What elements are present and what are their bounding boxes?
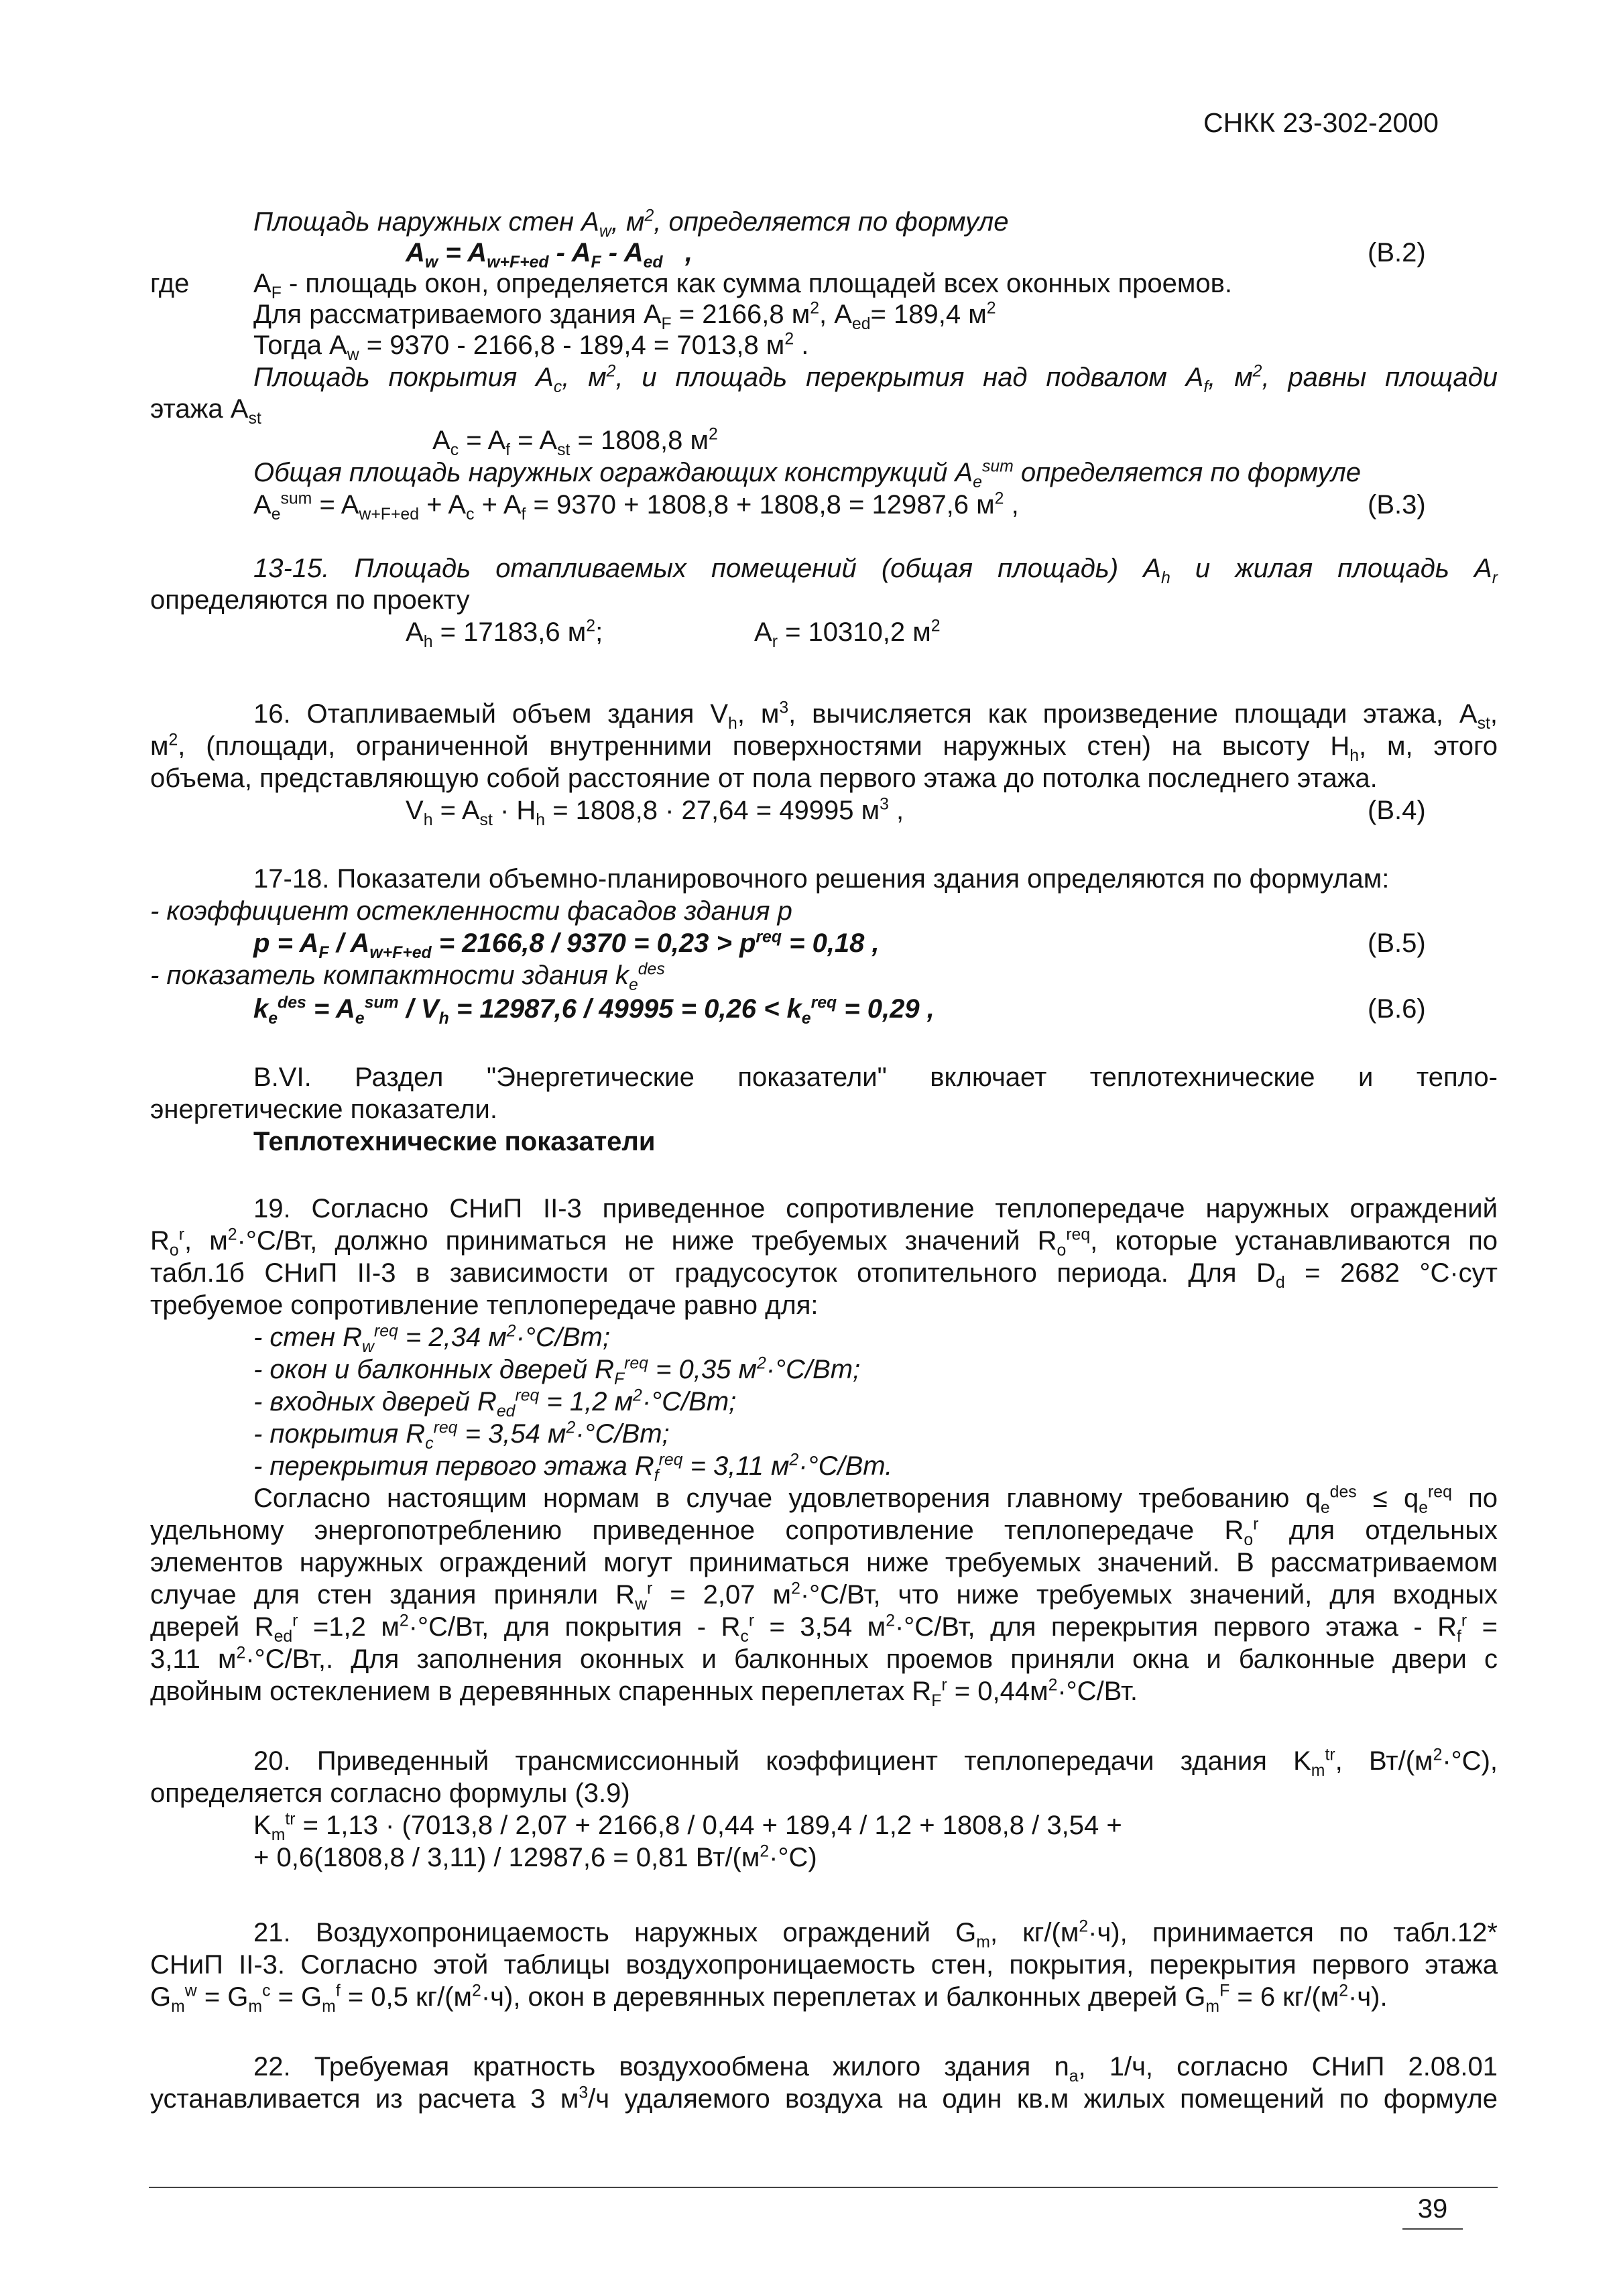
text-line: 21. Воздухопроницаемость наружных ограждений $G_m$, $кг/(м^2\cdot ч)$, принимается по табл.12* xyxy=(253,1917,1498,1951)
text-line: случае для стен здания приняли $R_w^r = 2,07$ $м^2\cdot^\circ С/Вт$, что ниже требуемых значений, для входных xyxy=(150,1579,1498,1614)
text-line: где xyxy=(150,269,190,298)
formula: $K_m^{tr} = 1,13 \cdot (7013,8 / 2,07 + 2166,8 / 0,44 + 189,4 / 1,2 + 1808,8 / 3,54$ + xyxy=(253,1810,1122,1844)
text-line: 13-15. Площадь отапливаемых помещений (общая площадь) $A_h$ и жилая площадь $A_r$ xyxy=(253,554,1498,587)
formula: $k_e^{des} = A_e^{sum} / V_h = 12987,6 / 49995 = 0,26 < k_e^{req} = 0,29$ , xyxy=(253,993,935,1028)
text-line: Площадь покрытия $A_c$, $м^2$, и площадь перекрытия над подвалом $A_f$, $м^2$, равны площади xyxy=(253,362,1498,396)
list-item: - окон и балконных дверей $R_F^{req} = 0,35$ $м^2\cdot^\circ С/Вт$; xyxy=(253,1354,861,1388)
formula: + 0,6(1808,8 / 3,11) / 12987,6 = 0,81 $Вт/(м^2\cdot^\circ С)$ xyxy=(253,1842,817,1872)
page-number: 39 xyxy=(1417,2194,1448,2224)
text-line: Тогда $A_w = 9370 - 2166,8 - 189,4 = 7013,8$ $м^2$ . xyxy=(253,330,809,364)
text-line: 22. Требуемая кратность воздухообмена жилого здания $n_a$, 1/ч, согласно СНиП 2.08.01 xyxy=(253,2052,1498,2086)
formula: $p = A_F / A_{w+F+ed} = 2166,8 / 9370 = 0,23 > p^{req} = 0,18$ , xyxy=(253,928,880,962)
text-line: этажа $A_{st}$ xyxy=(150,394,261,428)
text-line: - коэффициент остекленности фасадов здания p xyxy=(150,896,792,926)
list-item: - входных дверей $R_{ed}^{req} = 1,2$ $м^2\cdot^\circ С/Вт$; xyxy=(253,1386,737,1421)
list-item: - стен $R_w^{req} = 2,34$ $м^2\cdot^\circ С/Вт$; xyxy=(253,1322,610,1356)
text-line: устанавливается из расчета 3 $м^3/ч$ удаляемого воздуха на один кв.м жилых помещений по формуле xyxy=(150,2083,1498,2114)
formula: $A_r = 10310,2$ $м^2$ xyxy=(754,617,941,651)
text-line: 3,11 $м^2\cdot^\circ С/Вт$,. Для заполнения оконных и балконных проемов приняли окна и балконные двери с xyxy=(150,1644,1498,1674)
text-line: 16. Отапливаемый объем здания $V_h$, $м^3$, вычисляется как произведение площади этажа, $A_{st}$, xyxy=(253,699,1498,733)
list-item: - перекрытия первого этажа $R_f^{req} = 3,11$ $м^2\cdot^\circ С/Вт$. xyxy=(253,1451,893,1485)
text-line: 20. Приведенный трансмиссионный коэффициент теплопередачи здания $K_m^{tr}$, $Вт/(м^2\cdot^\circ С)$, xyxy=(253,1746,1498,1780)
formula: $A_h = 17183,6$ $м^2$; xyxy=(406,617,603,651)
text-line: дверей $R_{ed}^r =1,2$ $м^2\cdot^\circ С/Вт$, для покрытия - $R_c^r = 3,54$ $м^2\cdot^\circ С/Вт$, для перекрытия первого этажа - $R_f^r$ = xyxy=(150,1612,1498,1646)
text-line: элементов наружных ограждений могут приниматься ниже требуемых значений. В рассматриваемом xyxy=(150,1548,1498,1577)
formula: $A_c = A_f = A_{st} = 1808,8$ $м^2$ xyxy=(432,425,718,459)
text-line: 17-18. Показатели объемно-планировочного решения здания определяются по формулам: xyxy=(253,864,1390,894)
list-item: - покрытия $R_c^{req} = 3,54$ $м^2\cdot^\circ С/Вт$; xyxy=(253,1418,670,1453)
text-line: Площадь наружных стен $A_w$, $м^2$, определяется по формуле xyxy=(253,206,1009,241)
equation-number: (В.3) xyxy=(1368,490,1426,520)
page-header-code: СНКК 23-302-2000 xyxy=(1203,107,1439,138)
section-heading: Теплотехнические показатели xyxy=(253,1127,656,1156)
text-line: определяются по проекту xyxy=(150,585,470,615)
text-line: определяется согласно формулы (3.9) xyxy=(150,1778,630,1808)
formula: $A_e^{sum} = A_{w+F+ed} + A_c + A_f = 9370 + 1808,8 + 1808,8 = 12987,6$ $м^2$ , xyxy=(253,489,1019,524)
text-line: табл.1б СНиП II-3 в зависимости от градусосуток отопительного периода. Для $D_d = 2682$ °С·сут xyxy=(150,1258,1498,1292)
text-line: двойным остеклением в деревянных спаренных переплетах $R_F^r = 0,44м^2\cdot^\circ С/Вт$. xyxy=(150,1676,1138,1710)
footer-rule xyxy=(149,2187,1498,2188)
text-line: $R_o^r$, $м^2\cdot^\circ С/Вт$, должно приниматься не ниже требуемых значений $R_o^{req}$, которые устанавливаются по xyxy=(150,1225,1498,1260)
text-line: $A_F$ - площадь окон, определяется как сумма площадей всех оконных проемов. xyxy=(253,269,1232,302)
text-line: Согласно настоящим нормам в случае удовлетворения главному требованию $q_e^{des} \le q_e^{req}$ по xyxy=(253,1483,1498,1517)
equation-number: (В.4) xyxy=(1368,796,1426,825)
equation-number: (В.6) xyxy=(1368,994,1426,1024)
text-line: удельному энергопотреблению приведенное сопротивление теплопередаче $R_o^r$ для отдельных xyxy=(150,1515,1498,1549)
text-line: Общая площадь наружных ограждающих конструкций $A_e^{sum}$ определяется по формуле xyxy=(253,457,1361,491)
equation-number: (В.5) xyxy=(1368,928,1426,958)
text-line: В.VI. Раздел "Энергетические показатели" включает теплотехнические и тепло- xyxy=(253,1063,1498,1092)
text-line: - показатель компактности здания $k_e^{des}$ xyxy=(150,960,665,994)
text-line: энергетические показатели. xyxy=(150,1095,497,1124)
text-line: СНиП II-3. Согласно этой таблицы воздухопроницаемость стен, покрытия, перекрытия первого этажа xyxy=(150,1950,1498,1980)
formula: $V_h = A_{st} \cdot H_h = 1808,8 \cdot 27,64 = 49995$ $м^3$ , xyxy=(406,795,904,829)
text-line: Для рассматриваемого здания $A_F = 2166,8$ $м^2$, $A_{ed}= 189,4$ $м^2$ xyxy=(253,299,996,333)
formula: $A_w = A_{w+F+ed} - A_F - A_{ed}$ , xyxy=(406,238,693,271)
text-line: требуемое сопротивление теплопередаче равно для: xyxy=(150,1290,819,1320)
text-line: $G_m^w = G_m^c = G_m^f = 0,5$ $кг/(м^2\cdot ч)$, окон в деревянных переплетах и балконных дверей $G_m^F = 6$ $кг/(м^2\cdot ч)$. xyxy=(150,1982,1388,2016)
page-number-rule xyxy=(1402,2228,1463,2230)
text-line: $м^2$, (площади, ограниченной внутренними поверхностями наружных стен) на высоту $H_h$, м, этого xyxy=(150,731,1498,765)
equation-number: (В.2) xyxy=(1368,238,1426,267)
text-line: объема, представляющую собой расстояние от пола первого этажа до потолка последнего этажа. xyxy=(150,764,1378,793)
text-line: 19. Согласно СНиП II-3 приведенное сопротивление теплопередаче наружных ограждений xyxy=(253,1194,1498,1223)
